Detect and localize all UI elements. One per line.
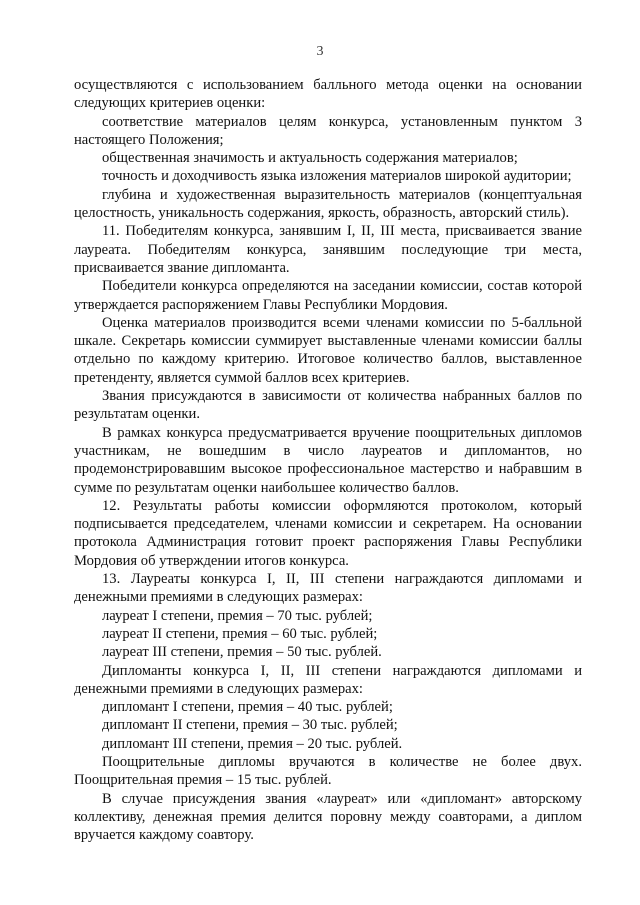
criterion-language: точность и доходчивость языка изложения материалов широкой аудитории; <box>102 168 572 185</box>
paragraph-collective-award: В случае присуждения звания «лауреат» или «дипломант» авторскому коллективу, денежная премия делится поровну между соавторами, а диплом вручается каждому соавтору. <box>74 790 582 844</box>
prize-laureate-2: лауреат II степени, премия – 60 тыс. рублей; <box>102 625 378 642</box>
criterion-relevance: общественная значимость и актуальность содержания материалов; <box>102 150 518 167</box>
criterion-expressiveness: глубина и художественная выразительность материалов (концептуальная целостность, уникальность содержания, яркость, образность, авторский стиль). <box>74 186 582 222</box>
criterion-goals: соответствие материалов целям конкурса, установленным пунктом 3 настоящего Положения; <box>74 113 582 148</box>
document-body <box>74 76 582 844</box>
paragraph-scoring: Оценка материалов производится всеми членами комиссии по 5-балльной шкале. Секретарь комиссии суммирует выставленные членами комиссии баллы отдельно по каждому критерию. Итоговое количество баллов, выставленное претенденту, является суммой баллов всех критериев. <box>74 314 582 386</box>
paragraph-titles-awarded: Звания присуждаются в зависимости от количества набранных баллов по результатам оценки. <box>74 388 582 423</box>
paragraph-incentive-diplomas: В рамках конкурса предусматривается вручение поощрительных дипломов участникам, не вошедшим в число лауреатов и дипломантов, но продемонстрировавшим высокое профессиональное мастерство и набравшим в сумме по результатам оценки наибольшее количество баллов. <box>74 424 582 496</box>
paragraph-diplomants: Дипломанты конкурса I, II, III степени награждаются дипломами и денежными премиями в следующих размерах: <box>74 662 582 697</box>
paragraph-incentive-prize: Поощрительные дипломы вручаются в количестве не более двух. Поощрительная премия – 15 тыс. рублей. <box>74 753 582 789</box>
prize-diplomant-1: дипломант I степени, премия – 40 тыс. рублей; <box>102 699 393 716</box>
prize-laureate-3: лауреат III степени, премия – 50 тыс. рублей. <box>102 644 382 661</box>
prize-diplomant-2: дипломант II степени, премия – 30 тыс. рублей; <box>102 717 398 734</box>
prize-laureate-1: лауреат I степени, премия – 70 тыс. рублей; <box>102 607 373 624</box>
paragraph-item-13: 13. Лауреаты конкурса I, II, III степени награждаются дипломами и денежными премиями в следующих размерах: <box>74 571 582 606</box>
paragraph-evaluation-method: осуществляются с использованием балльного метода оценки на основании следующих критериев оценки: <box>74 77 582 112</box>
page-number: 3 <box>316 44 324 59</box>
paragraph-item-11: 11. Победителям конкурса, занявшим I, II, III места, присваивается звание лауреата. Победителям конкурса, занявшим последующие три места, присваивается звание дипломанта. <box>74 223 582 276</box>
paragraph-item-12: 12. Результаты работы комиссии оформляются протоколом, который подписывается председателем, членами комиссии и секретарем. На основании протокола Администрация готовит проект распоряжения Главы Республики Мордовия об утверждении итогов конкурса. <box>74 497 582 569</box>
prize-diplomant-3: дипломант III степени, премия – 20 тыс. рублей. <box>102 735 403 752</box>
paragraph-winners-commission: Победители конкурса определяются на заседании комиссии, состав которой утверждается распоряжением Главы Республики Мордовия. <box>74 278 582 313</box>
